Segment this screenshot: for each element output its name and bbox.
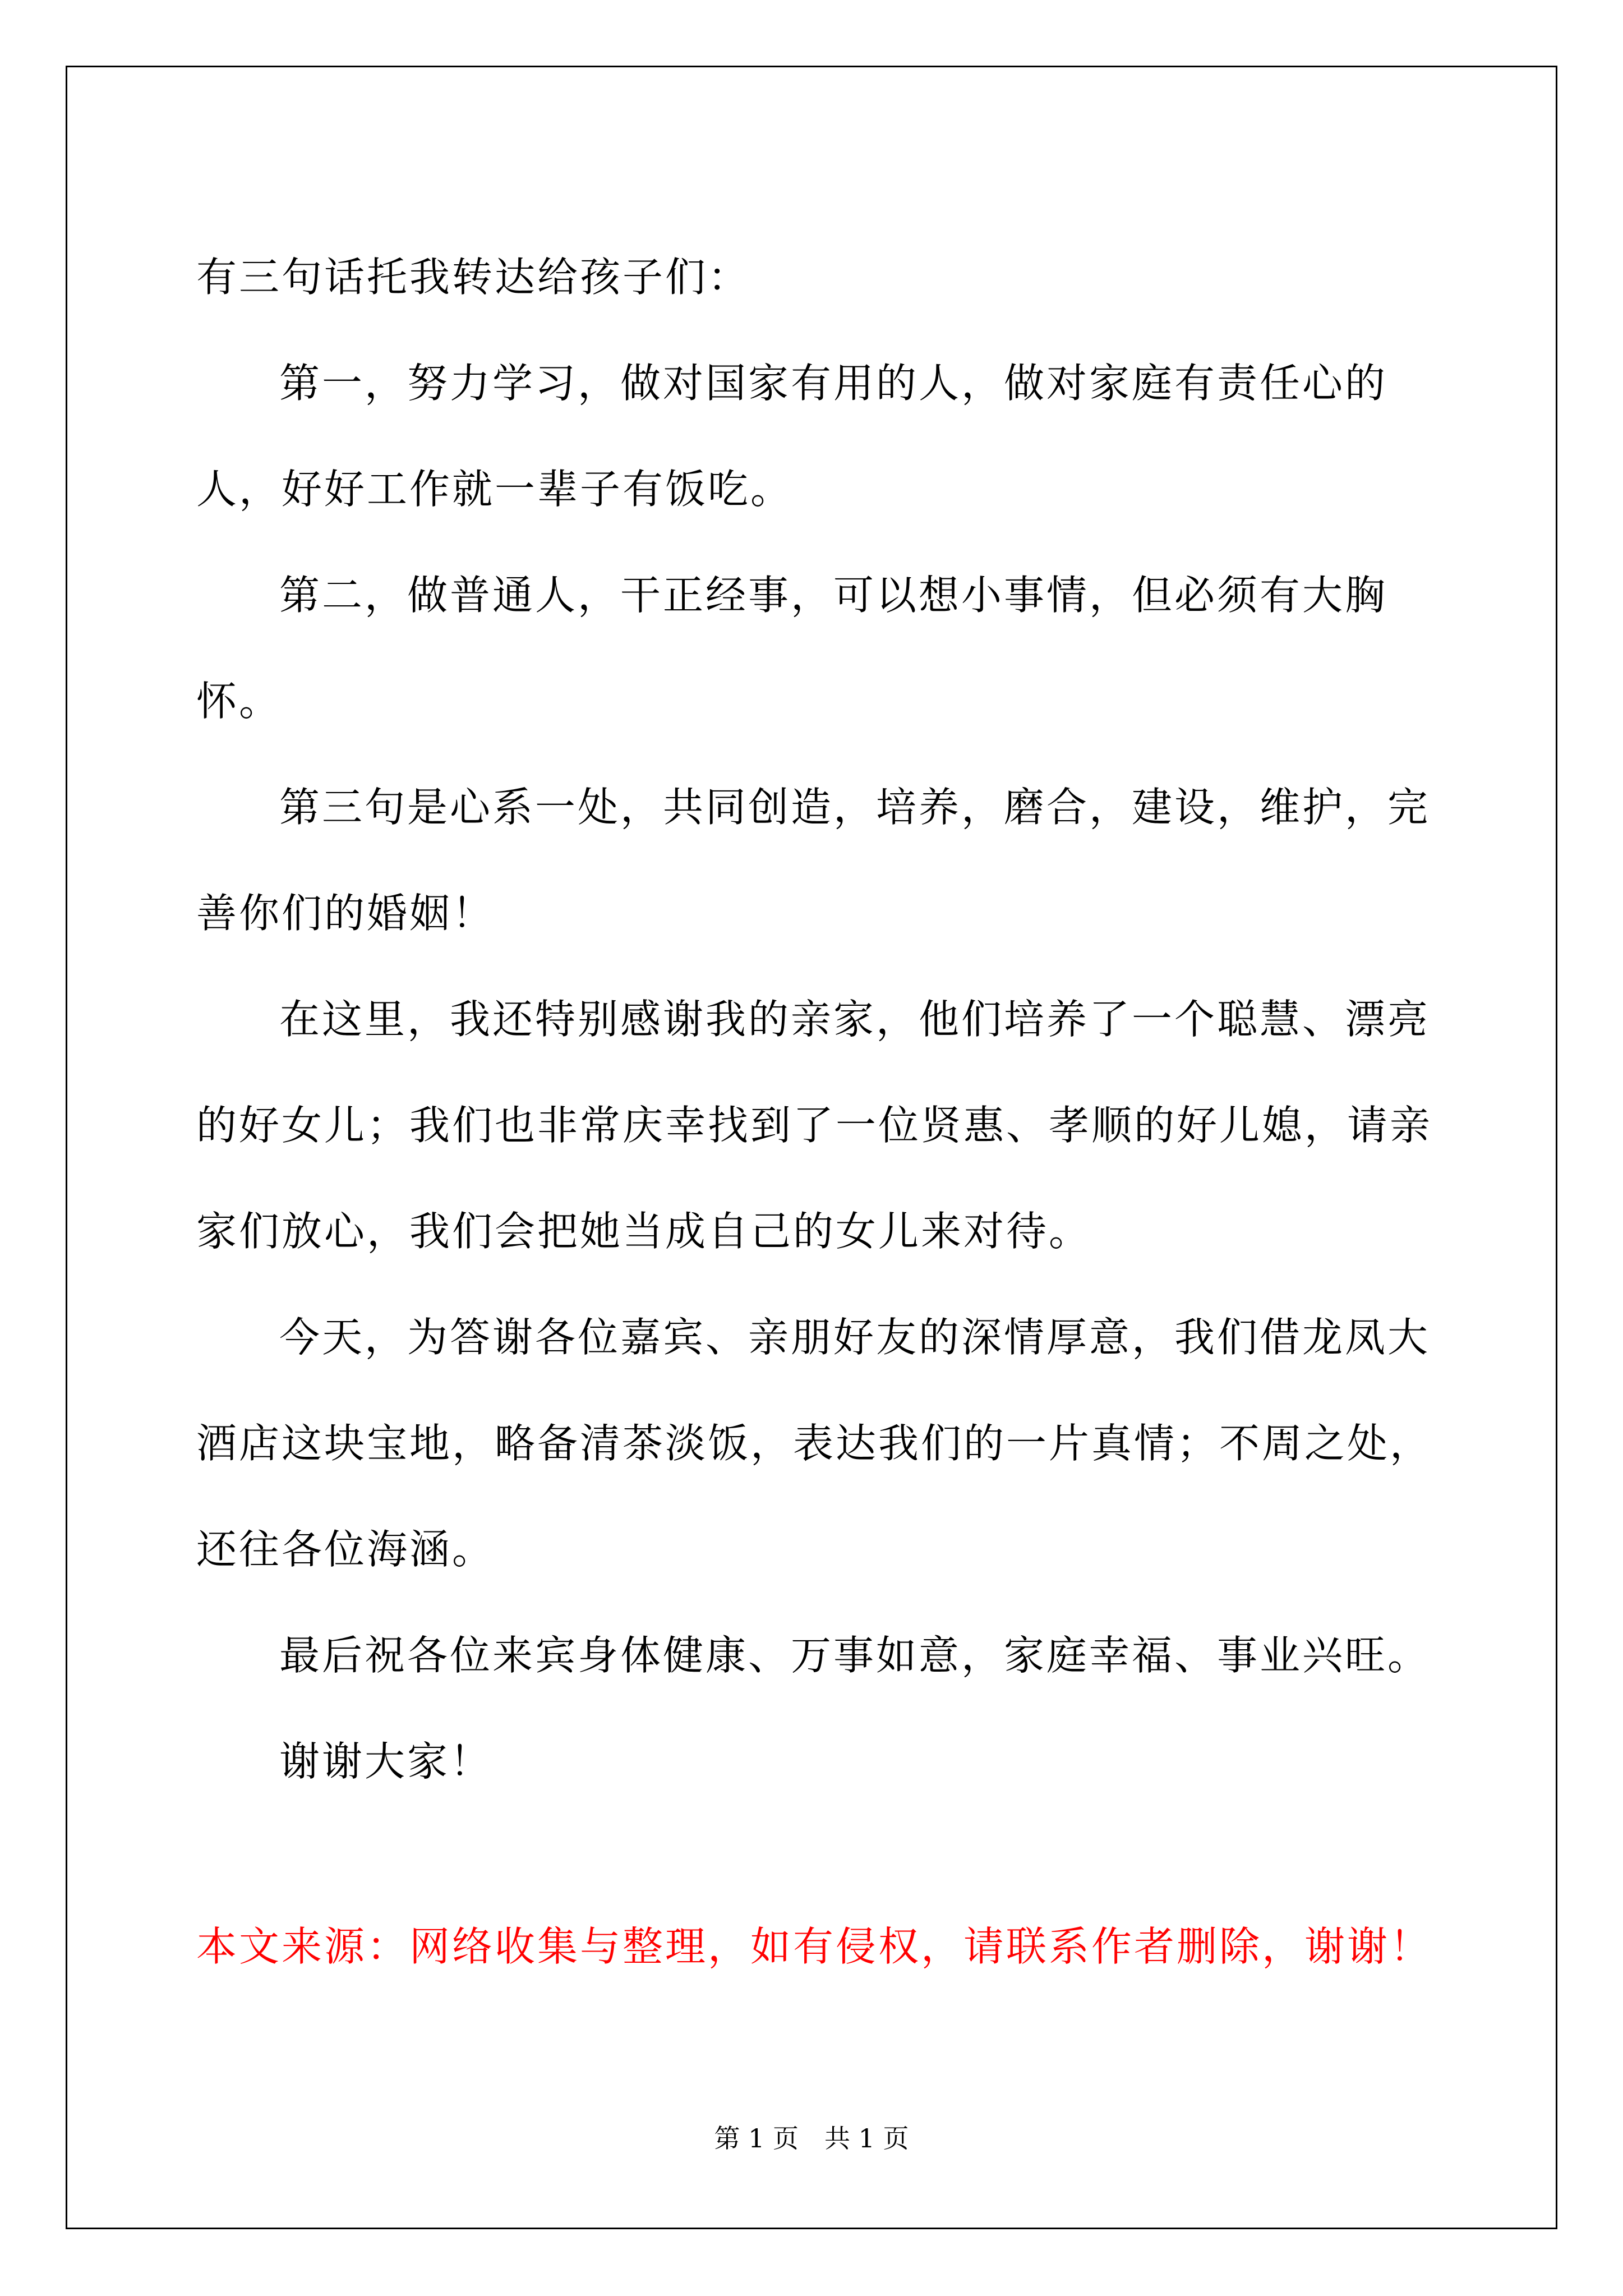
page-number-footer: 第 1 页 共 1 页 (714, 2123, 909, 2154)
paragraph-3: 第二，做普通人，干正经事，可以想小事情，但必须有大胸怀。 (196, 572, 1388, 725)
paragraph-4: 第三句是心系一处，共同创造，培养，磨合，建设，维护，完善你们的婚姻！ (196, 784, 1431, 937)
source-notice: 本文来源：网络收集与整理，如有侵权，请联系作者删除，谢谢！ (196, 1923, 1433, 1970)
paragraph-8: 谢谢大家！ (279, 1738, 493, 1785)
paragraph-5: 在这里，我还特别感谢我的亲家，他们培养了一个聪慧、漂亮的好女儿；我们也非常庆幸找到了一位贤惠、孝顺的好儿媳，请亲家们放心，我们会把她当成自己的女儿来对待。 (196, 996, 1433, 1255)
paragraph-2: 第一，努力学习，做对国家有用的人，做对家庭有责任心的人，好好工作就一辈子有饭吃。 (196, 360, 1388, 513)
document-body (196, 224, 1436, 1815)
paragraph-1: 有三句话托我转达给孩子们： (196, 254, 751, 301)
paragraph-7: 最后祝各位来宾身体健康、万事如意，家庭幸福、事业兴旺。 (279, 1632, 1431, 1679)
paragraph-6: 今天，为答谢各位嘉宾、亲朋好友的深情厚意，我们借龙凤大酒店这块宝地，略备清茶淡饭，表达我们的一片真情；不周之处，还往各位海涵。 (196, 1314, 1433, 1573)
